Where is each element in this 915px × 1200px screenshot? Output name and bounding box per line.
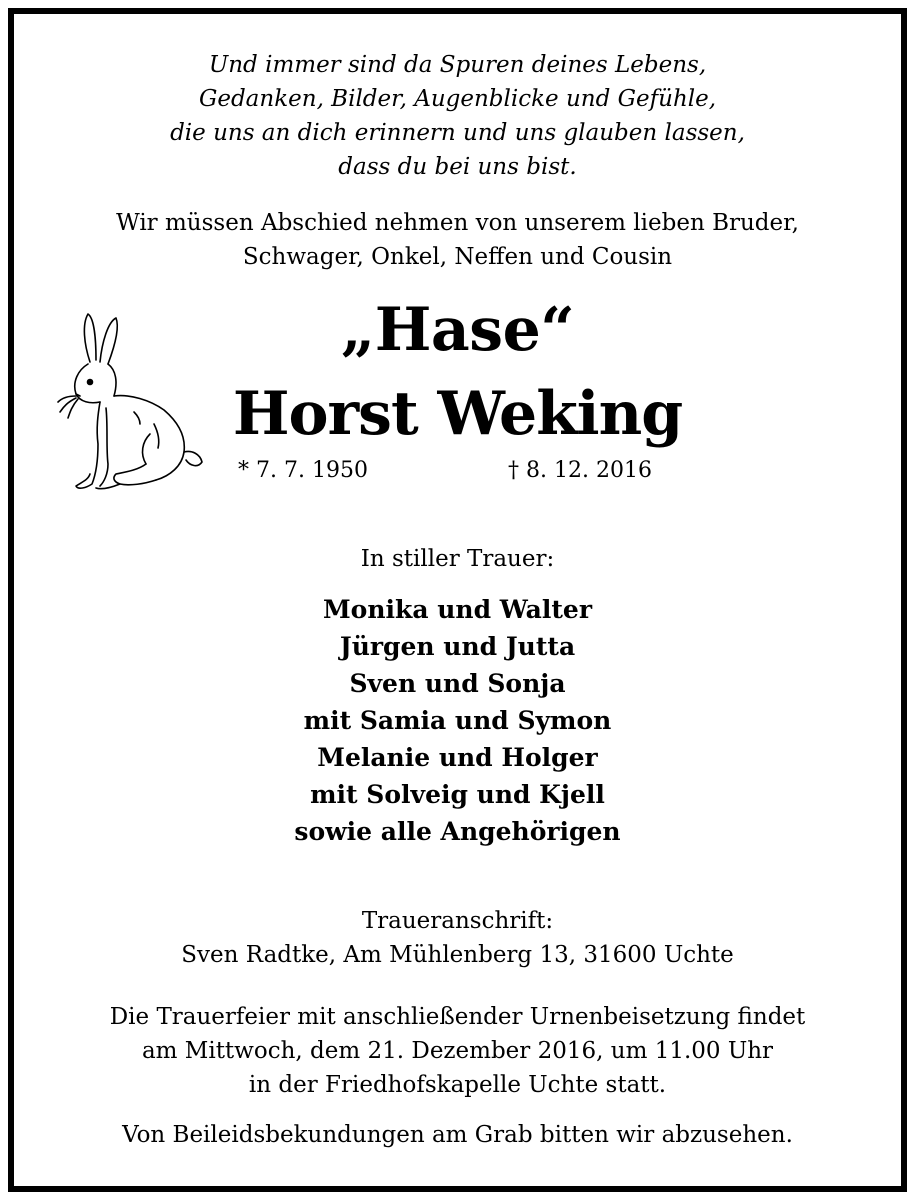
ceremony-line: am Mittwoch, dem 21. Dezember 2016, um 11.00 Uhr <box>141 1038 774 1064</box>
poem-line: dass du bei uns bist. <box>338 154 577 180</box>
birth-date: * 7. 7. 1950 <box>238 458 368 483</box>
poem-line: Gedanken, Bilder, Augenblicke und Gefühle, <box>198 86 717 112</box>
mourner-entry: Monika und Walter <box>322 595 592 624</box>
mourner-entry: Sven und Sonja <box>349 669 566 698</box>
mourning-label: In stiller Trauer: <box>360 546 555 572</box>
death-date: † 8. 12. 2016 <box>508 458 652 483</box>
poem <box>14 48 901 184</box>
address-value: Sven Radtke, Am Mühlenberg 13, 31600 Uchte <box>181 942 734 968</box>
mourning-address <box>14 904 901 972</box>
ceremony-line: Die Trauerfeier mit anschließender Urnenbeisetzung findet <box>109 1004 806 1030</box>
mourner-entry: Jürgen und Jutta <box>339 632 576 661</box>
intro-line: Schwager, Onkel, Neffen und Cousin <box>242 244 673 270</box>
mourner-entry: mit Solveig und Kjell <box>310 780 605 809</box>
deceased-nickname: „Hase“ <box>340 295 575 365</box>
intro-line: Wir müssen Abschied nehmen von unserem lieben Bruder, <box>116 210 799 236</box>
closing-note: Von Beileidsbekundungen am Grab bitten wir abzusehen. <box>122 1122 793 1148</box>
ceremony-notice <box>14 1000 901 1102</box>
obituary-frame <box>8 8 907 1192</box>
address-label: Traueranschrift: <box>361 908 554 934</box>
intro-text <box>14 206 901 274</box>
poem-line: Und immer sind da Spuren deines Lebens, <box>208 52 707 78</box>
mourner-list <box>14 591 901 850</box>
mourner-entry: mit Samia und Symon <box>303 706 612 735</box>
ceremony-line: in der Friedhofskapelle Uchte statt. <box>248 1072 667 1098</box>
mourner-entry: sowie alle Angehörigen <box>294 817 621 846</box>
poem-line: die uns an dich erinnern und uns glauben lassen, <box>170 120 745 146</box>
mourner-entry: Melanie und Holger <box>317 743 598 772</box>
deceased-name: Horst Weking <box>232 379 683 449</box>
